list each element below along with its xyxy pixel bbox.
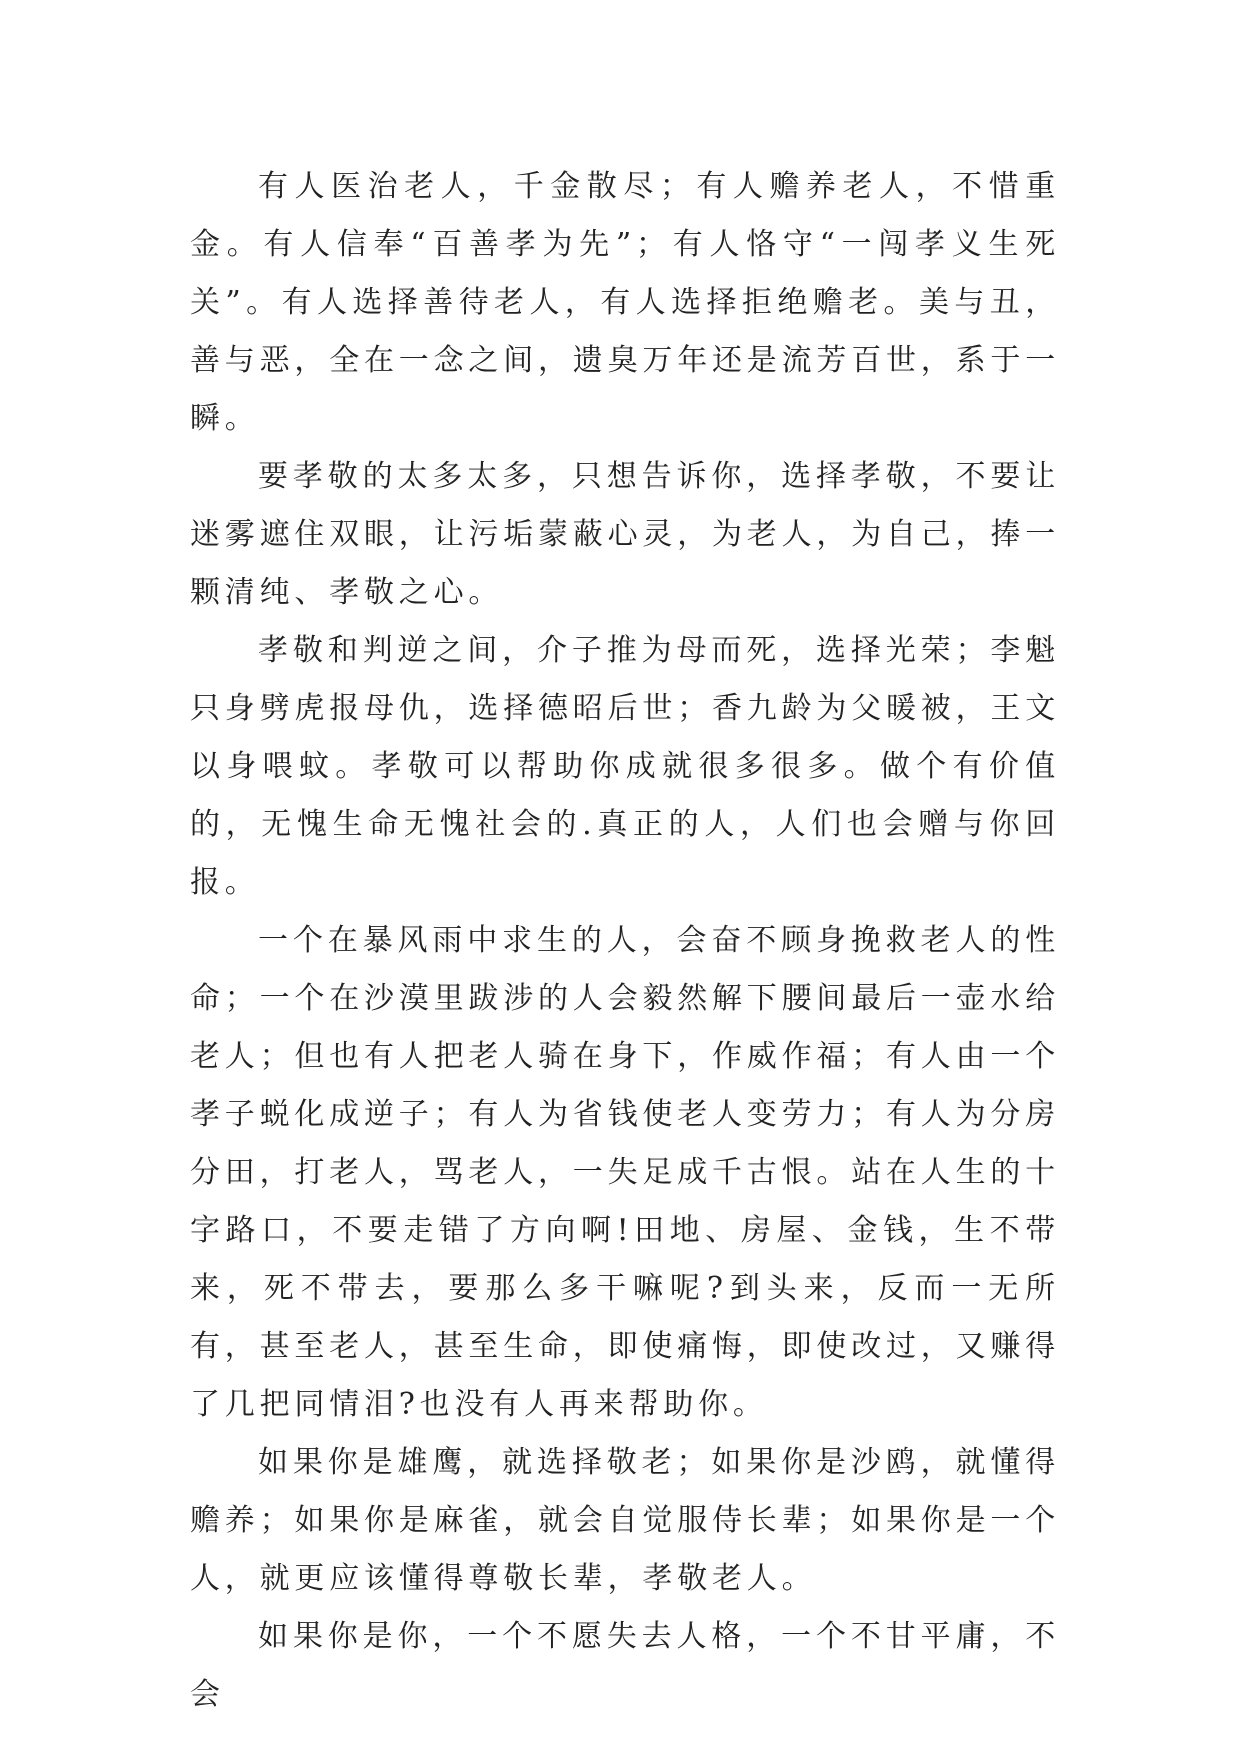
paragraph-2: 要孝敬的太多太多，只想告诉你，选择孝敬，不要让迷雾遮住双眼，让污垢蒙蔽心灵，为老人，为自己，捧一颗清纯、孝敬之心。 bbox=[190, 459, 1060, 610]
paragraph-5: 如果你是雄鹰，就选择敬老；如果你是沙鸥，就懂得赡养；如果你是麻雀，就会自觉服侍长辈；如果你是一个人，就更应该懂得尊敬长辈，孝敬老人。 bbox=[190, 1445, 1060, 1596]
document-body bbox=[190, 158, 1060, 1724]
paragraph-4: 一个在暴风雨中求生的人，会奋不顾身挽救老人的性命；一个在沙漠里跋涉的人会毅然解下腰间最后一壶水给老人；但也有人把老人骑在身下，作威作福；有人由一个孝子蜕化成逆子；有人为省钱使老人变劳力；有人为分房分田，打老人，骂老人，一失足成千古恨。站在人生的十字路口，不要走错了方向啊!田地、房屋、金钱，生不带来，死不带去，要那么多干嘛呢?到头来，反而一无所有，甚至老人，甚至生命，即使痛悔，即使改过，又赚得了几把同情泪?也没有人再来帮助你。 bbox=[190, 923, 1060, 1422]
paragraph-1: 有人医治老人，千金散尽；有人赡养老人，不惜重金。有人信奉“百善孝为先”；有人恪守“一闯孝义生死关”。有人选择善待老人，有人选择拒绝赡老。美与丑，善与恶，全在一念之间，遗臭万年还是流芳百世，系于一瞬。 bbox=[190, 169, 1060, 436]
paragraph-3: 孝敬和判逆之间，介子推为母而死，选择光荣；李魁只身劈虎报母仇，选择德昭后世；香九龄为父暖被，王文以身喂蚊。孝敬可以帮助你成就很多很多。做个有价值的，无愧生命无愧社会的.真正的人，人们也会赠与你回报。 bbox=[190, 633, 1060, 900]
paragraph-6: 如果你是你，一个不愿失去人格，一个不甘平庸，不会 bbox=[190, 1619, 1060, 1712]
